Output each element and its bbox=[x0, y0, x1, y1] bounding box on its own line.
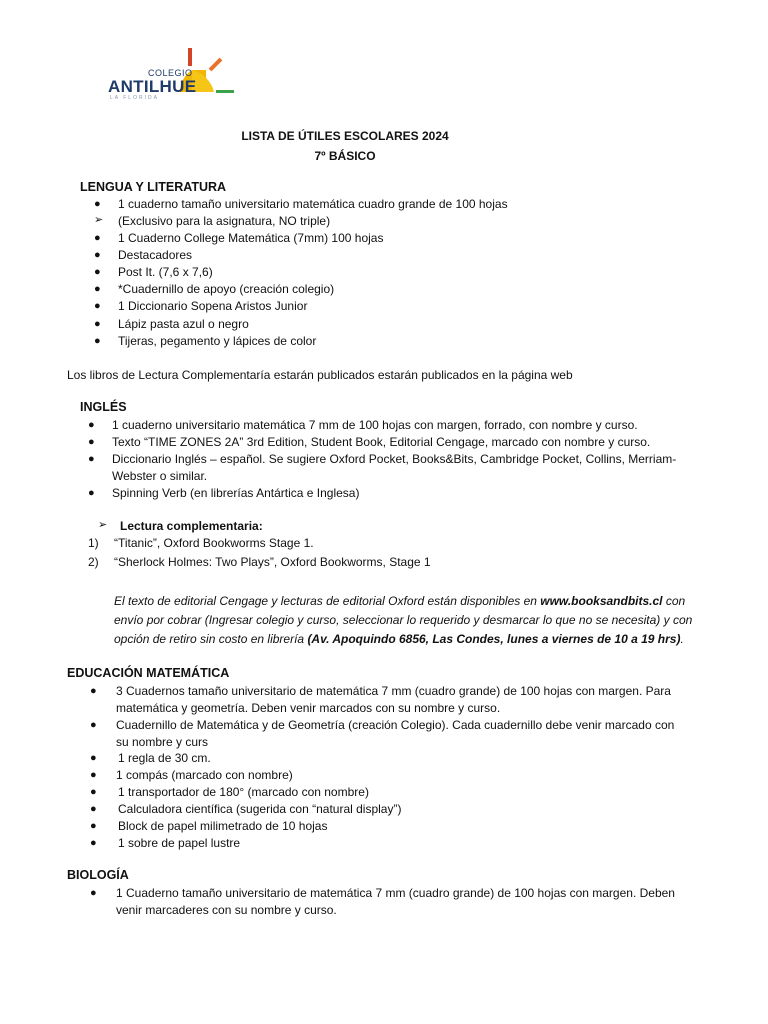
bullet-icon: ● bbox=[94, 249, 101, 261]
purchase-note bbox=[114, 592, 714, 649]
bullet-icon: ● bbox=[90, 752, 97, 764]
logo-tagline: LA FLORIDA bbox=[110, 95, 159, 101]
list-item: *Cuadernillo de apoyo (creación colegio) bbox=[118, 282, 335, 296]
bullet-icon: ● bbox=[94, 266, 101, 278]
list-item: Destacadores bbox=[118, 248, 193, 262]
bullet-icon: ● bbox=[90, 837, 97, 849]
section-heading-lengua: LENGUA Y LITERATURA bbox=[80, 180, 227, 194]
list-item: 1 cuaderno universitario matemática 7 mm de 100 hojas con margen, forrado, con nombre y curso. bbox=[112, 418, 638, 432]
bullet-icon: ● bbox=[94, 300, 101, 312]
list-number: 1) bbox=[88, 536, 99, 550]
page-title: LISTA DE ÚTILES ESCOLARES 2024 bbox=[241, 129, 449, 143]
section-heading-matematica: EDUCACIÓN MATEMÁTICA bbox=[67, 666, 230, 680]
bullet-icon: ● bbox=[94, 198, 101, 210]
bookstore-link[interactable]: www.booksandbits.cl bbox=[540, 594, 663, 608]
bullet-icon: ● bbox=[88, 419, 95, 431]
arrow-bullet-icon: ➢ bbox=[98, 519, 108, 531]
list-item: “Sherlock Holmes: Two Plays”, Oxford Bookworms, Stage 1 bbox=[114, 555, 431, 569]
lectura-note: Los libros de Lectura Complementaría estarán publicados estarán publicados en la página web bbox=[67, 368, 573, 382]
school-logo bbox=[108, 44, 238, 100]
section-heading-ingles: INGLÉS bbox=[80, 400, 127, 414]
bullet-icon: ● bbox=[90, 685, 97, 697]
list-item: Calculadora científica (sugerida con “natural display”) bbox=[118, 802, 402, 816]
list-item: Diccionario Inglés – español. Se sugiere Oxford Pocket, Books&Bits, Cambridge Pocket, Collins, Merriam-Webster o similar. bbox=[112, 452, 677, 483]
list-item: 1 Cuaderno College Matemática (7mm) 100 hojas bbox=[118, 231, 384, 245]
list-item: 1 cuaderno tamaño universitario matemática cuadro grande de 100 hojas bbox=[118, 197, 508, 211]
bullet-icon: ● bbox=[90, 786, 97, 798]
page-subtitle: 7º BÁSICO bbox=[314, 149, 376, 163]
list-item: Block de papel milimetrado de 10 hojas bbox=[118, 819, 328, 833]
bullet-icon: ● bbox=[90, 887, 97, 899]
list-item: 1 sobre de papel lustre bbox=[118, 836, 241, 850]
bullet-icon: ● bbox=[90, 803, 97, 815]
bullet-icon: ● bbox=[94, 335, 101, 347]
logo-small-text: COLEGIO bbox=[148, 68, 193, 78]
list-item: Lápiz pasta azul o negro bbox=[118, 317, 249, 331]
bullet-icon: ● bbox=[90, 719, 97, 731]
bullet-icon: ● bbox=[88, 487, 95, 499]
bullet-icon: ● bbox=[94, 283, 101, 295]
bullet-icon: ● bbox=[94, 318, 101, 330]
note-text: El texto de editorial Cengage y lecturas de editorial Oxford están disponibles en bbox=[114, 594, 541, 608]
bookstore-address: (Av. Apoquindo 6856, Las Condes, lunes a viernes de 10 a 19 hrs) bbox=[307, 632, 681, 646]
list-item: Spinning Verb (en librerías Antártica e Inglesa) bbox=[112, 486, 360, 500]
bullet-icon: ● bbox=[94, 232, 101, 244]
note-text: con envío por cobrar (Ingresar colegio y curso, seleccionar lo requerido y desmarcar lo que no se necesita) y con opción de retiro sin costo en librería bbox=[114, 594, 693, 646]
list-item: Texto “TIME ZONES 2A” 3rd Edition, Student Book, Editorial Cengage, marcado con nombre y curso. bbox=[112, 435, 651, 449]
note-text: . bbox=[680, 632, 684, 646]
bullet-icon: ● bbox=[88, 453, 95, 465]
list-item: Post It. (7,6 x 7,6) bbox=[118, 265, 213, 279]
bullet-icon: ● bbox=[90, 820, 97, 832]
bullet-icon: ● bbox=[88, 436, 95, 448]
list-item: Tijeras, pegamento y lápices de color bbox=[118, 334, 317, 348]
arrow-bullet-icon: ➢ bbox=[94, 214, 104, 226]
list-item: 3 Cuadernos tamaño universitario de matemática 7 mm (cuadro grande) de 100 hojas con margen. Para matemática y geometría. Deben venir marcados con su nombre y curso. bbox=[116, 684, 671, 715]
list-item: 1 compás (marcado con nombre) bbox=[116, 768, 293, 782]
lectura-heading: Lectura complementaria: bbox=[120, 519, 263, 533]
logo-name: ANTILHUE bbox=[108, 77, 197, 96]
list-item: 1 regla de 30 cm. bbox=[118, 751, 211, 765]
section-heading-biologia: BIOLOGÍA bbox=[67, 868, 129, 882]
list-item: 1 Cuaderno tamaño universitario de matemática 7 mm (cuadro grande) de 100 hojas con margen. Deben venir marcaderes con su nombre y curso. bbox=[116, 886, 675, 917]
list-number: 2) bbox=[88, 555, 99, 569]
list-item: (Exclusivo para la asignatura, NO triple) bbox=[118, 214, 331, 228]
list-item: 1 transportador de 180° (marcado con nombre) bbox=[118, 785, 369, 799]
list-item: Cuadernillo de Matemática y de Geometría (creación Colegio). Cada cuadernillo debe venir marcado con su nombre y curs bbox=[116, 718, 675, 749]
list-item: 1 Diccionario Sopena Aristos Junior bbox=[118, 299, 308, 313]
list-item: “Titanic”, Oxford Bookworms Stage 1. bbox=[114, 536, 314, 550]
bullet-icon: ● bbox=[90, 769, 97, 781]
